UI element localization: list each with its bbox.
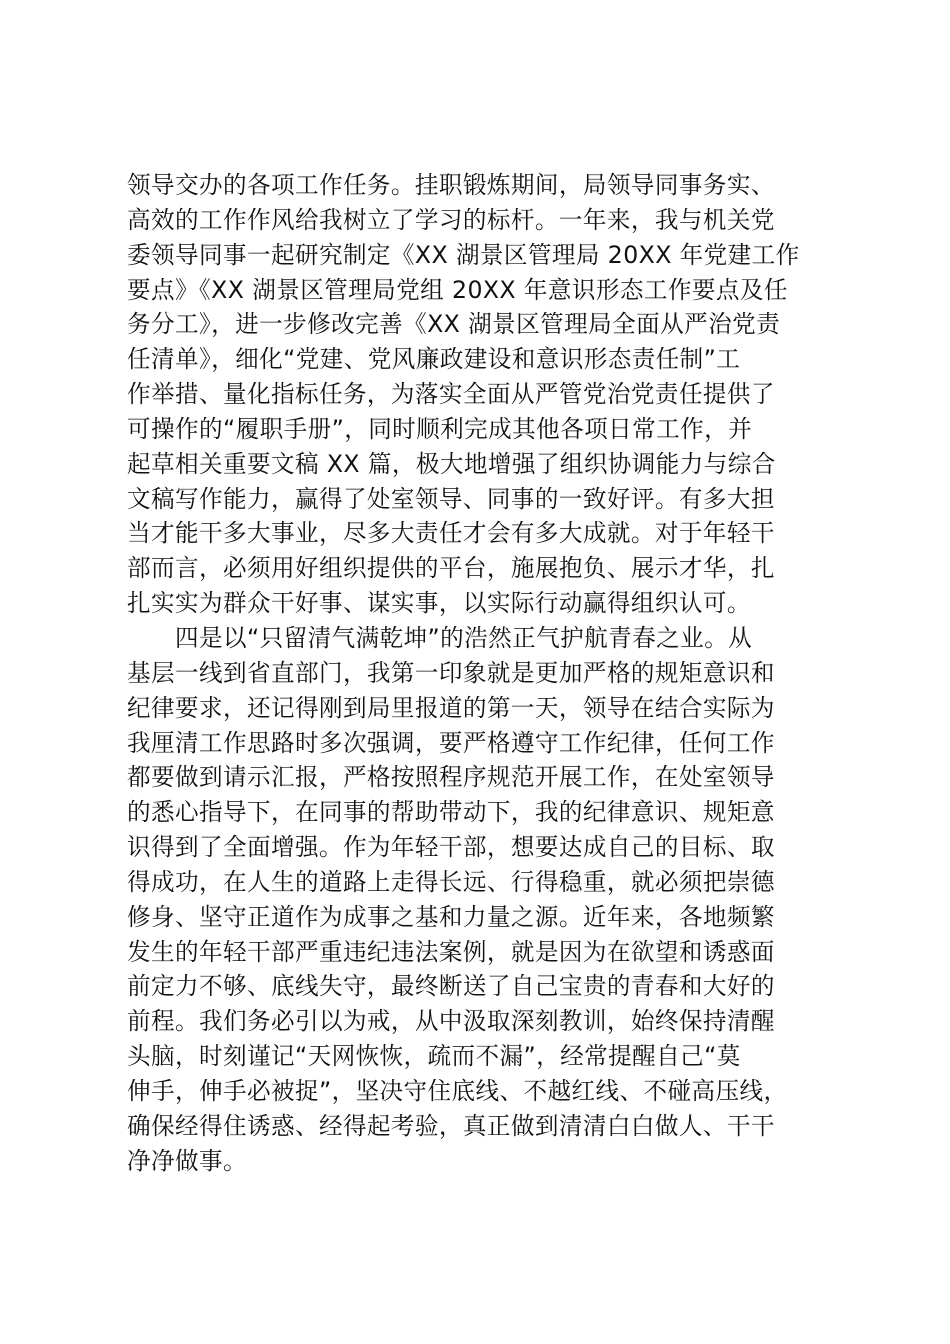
text-line: 基层一线到省直部门，我第一印象就是更加严格的规矩意识和 — [127, 658, 775, 687]
text-line: 我厘清工作思路时多次强调，要严格遵守工作纪律，任何工作 — [127, 728, 775, 757]
text-line: 得成功，在人生的道路上走得长远、行得稳重，就必须把崇德 — [127, 867, 775, 896]
text-line: 前定力不够、底线失守，最终断送了自己宝贵的青春和大好的 — [127, 972, 775, 1001]
text-line: 的悉心指导下，在同事的帮助带动下，我的纪律意识、规矩意 — [127, 798, 775, 827]
paragraph-start-line: 四是以“只留清气满乾坤”的浩然正气护航青春之业。从 — [175, 623, 753, 652]
body-text — [127, 168, 837, 1178]
text-line: 识得到了全面增强。作为年轻干部，想要达成自己的目标、取 — [127, 833, 775, 862]
text-line: 领导交办的各项工作任务。挂职锻炼期间，局领导同事务实、 — [127, 171, 775, 199]
text-line: 伸手，伸手必被捉”，坚决守住底线、不越红线、不碰高压线， — [127, 1076, 788, 1105]
text-line: 都要做到请示汇报，严格按照程序规范开展工作，在处室领导 — [127, 763, 775, 792]
text-line: 发生的年轻干部严重违纪违法案例，就是因为在欲望和诱惑面 — [127, 937, 775, 966]
text-line: 确保经得住诱惑、经得起考验，真正做到清清白白做人、干干 — [127, 1111, 775, 1140]
text-line: 务分工》，进一步修改完善《XX 湖景区管理局全面从严治党责 — [127, 310, 781, 339]
text-line: 委领导同事一起研究制定《XX 湖景区管理局 20XX 年党建工作 — [127, 240, 800, 269]
text-line: 修身、坚守正道作为成事之基和力量之源。近年来，各地频繁 — [127, 902, 775, 931]
text-line: 要点》《XX 湖景区管理局党组 20XX 年意识形态工作要点及任 — [127, 275, 788, 304]
text-line: 高效的工作作风给我树立了学习的标杆。一年来，我与机关党 — [127, 205, 775, 234]
text-line: 文稿写作能力，赢得了处室领导、同事的一致好评。有多大担 — [127, 484, 775, 513]
text-line: 扎实实为群众干好事、谋实事，以实际行动赢得组织认可。 — [127, 589, 751, 618]
text-line: 头脑，时刻谨记“天网恢恢，疏而不漏”，经常提醒自己“莫 — [127, 1042, 741, 1071]
text-line: 起草相关重要文稿 XX 篇，极大地增强了组织协调能力与综合 — [127, 449, 776, 478]
text-line: 当才能干多大事业，尽多大责任才会有多大成就。对于年轻干 — [127, 519, 775, 548]
text-line: 任清单》，细化“党建、党风廉政建设和意识形态责任制”工 — [127, 345, 741, 374]
text-line: 作举措、量化指标任务，为落实全面从严管党治党责任提供了 — [127, 380, 775, 409]
text-line: 前程。我们务必引以为戒，从中汲取深刻教训，始终保持清醒 — [127, 1007, 775, 1036]
text-line: 可操作的“履职手册”，同时顺利完成其他各项日常工作，并 — [127, 414, 753, 443]
text-line: 净净做事。 — [127, 1146, 247, 1175]
text-line: 纪律要求，还记得刚到局里报道的第一天，领导在结合实际为 — [127, 693, 775, 722]
text-line: 部而言，必须用好组织提供的平台，施展抱负、展示才华，扎 — [127, 554, 775, 583]
